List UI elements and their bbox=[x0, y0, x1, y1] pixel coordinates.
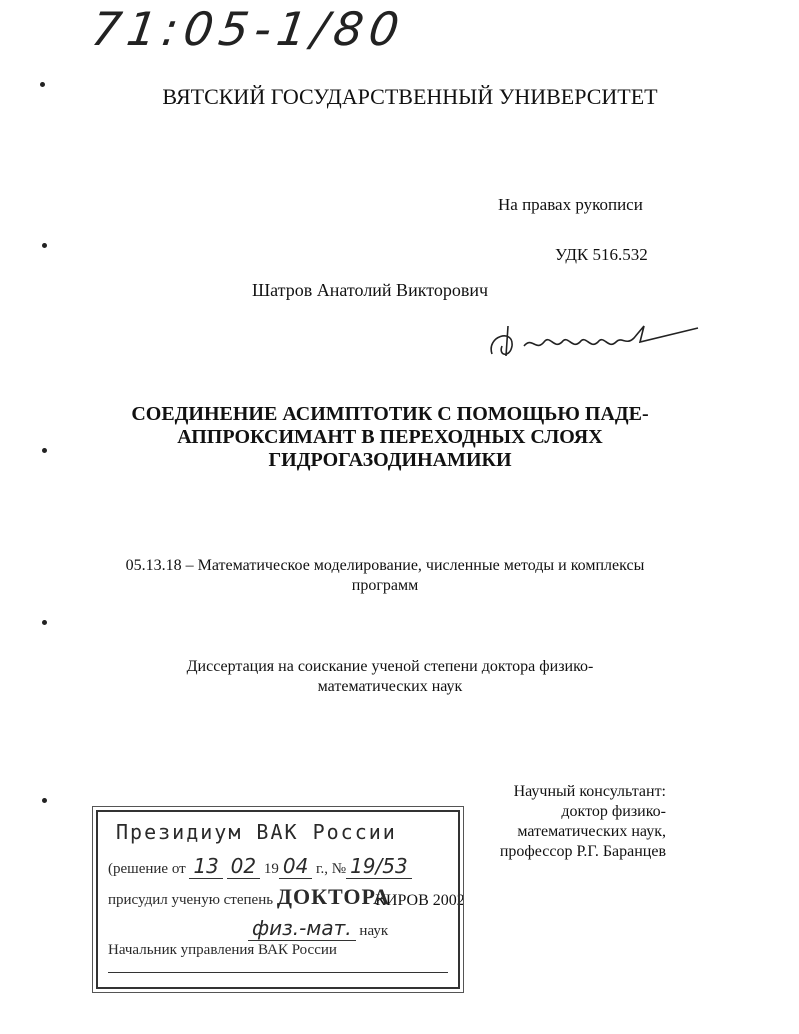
stamp-year: 04 bbox=[279, 854, 312, 879]
margin-dot bbox=[42, 620, 47, 625]
margin-dot bbox=[42, 798, 47, 803]
margin-dot bbox=[42, 243, 47, 248]
stamp-day: 13 bbox=[189, 854, 222, 879]
manuscript-rights-note: На правах рукописи bbox=[498, 195, 643, 214]
consultant-degree: доктор физико-математических наук, bbox=[517, 803, 666, 840]
stamp-degree-line bbox=[108, 884, 390, 910]
stamp-title: Президиум ВАК России bbox=[116, 820, 397, 844]
stamp-decision-prefix: (решение от bbox=[108, 861, 186, 877]
stamp-month: 02 bbox=[227, 854, 260, 879]
udk-code: УДК 516.532 bbox=[555, 245, 648, 264]
consultant-label: Научный консультант: bbox=[513, 783, 666, 800]
dissertation-title: СОЕДИНЕНИЕ АСИМПТОТИК С ПОМОЩЬЮ ПАДЕ-АППРОКСИМАНТ В ПЕРЕХОДНЫХ СЛОЯХ ГИДРОГАЗОДИНАМИКИ bbox=[131, 403, 649, 471]
stamp-awarded-label: присудил ученую степень bbox=[108, 892, 274, 908]
stamp-degree: ДОКТОРА bbox=[276, 884, 391, 909]
dissertation-degree-note: Диссертация на соискание ученой степени доктора физико-математических наук bbox=[186, 658, 594, 695]
stamp-number-label: г., № bbox=[316, 861, 347, 877]
university-name: ВЯТСКИЙ ГОСУДАРСТВЕННЫЙ УНИВЕРСИТЕТ bbox=[162, 84, 658, 109]
consultant-name: профессор Р.Г. Баранцев bbox=[499, 843, 666, 860]
stamp-decision-line bbox=[108, 854, 412, 878]
margin-dot bbox=[42, 448, 47, 453]
margin-dot bbox=[40, 82, 45, 87]
stamp-field: физ.-мат. bbox=[248, 916, 356, 941]
stamp-field-line bbox=[248, 916, 388, 940]
stamp-number: 19/53 bbox=[346, 854, 412, 879]
vak-approval-stamp bbox=[96, 810, 460, 989]
author-name: Шатров Анатолий Викторович bbox=[252, 280, 489, 300]
city-year: КИРОВ 2002 bbox=[375, 892, 465, 909]
scientific-consultant bbox=[466, 782, 666, 862]
stamp-year-prefix: 19 bbox=[263, 861, 279, 877]
stamp-science-word: наук bbox=[359, 923, 389, 939]
stamp-signature-line: Начальник управления ВАК России bbox=[108, 942, 337, 958]
specialty-code: 05.13.18 – Математическое моделирование, численные методы и комплексы программ bbox=[125, 557, 645, 594]
stamp-signature-rule bbox=[108, 972, 448, 973]
handwritten-archive-code: 71:05-1/80 bbox=[88, 2, 409, 56]
author-signature bbox=[484, 316, 704, 364]
